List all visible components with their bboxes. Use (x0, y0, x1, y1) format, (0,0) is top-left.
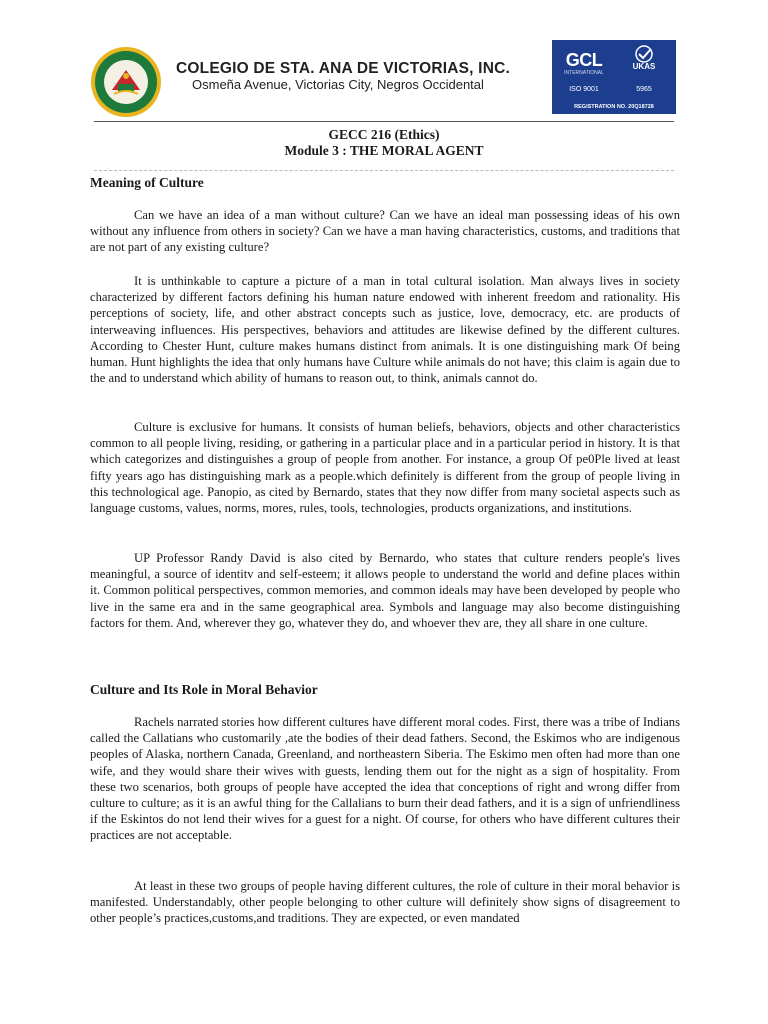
section-heading: Meaning of Culture (90, 175, 204, 190)
header-divider (94, 121, 674, 122)
paragraph: Rachels narrated stories how different cultures have different moral codes. First, there was a tribe of Indians called the Callatians who customarily ,ate the bodies of their dead fathers. Second, the Eskimos who are indigenous peoples of Alaska, northern Canada, Greenland, and northeastern Siberia. The Eskimo men often had more than one wife, and they would share their wives with guests, lending them out for the night as a sign of hospitality. From these two scenarios, both groups of people have accepted the idea that conceptions of right and wrong differ from culture to culture; as it is an awful thing for the Callalians to burn their dead fathers, and it is a sign of unfriendliness if the Eskintos do not lend their wives for a guest for a night. Of course, for others who have different cultures their practices are not acceptable. (90, 715, 680, 843)
course-code: GECC 216 (Ethics) (328, 127, 440, 142)
school-seal-logo (90, 46, 162, 118)
paragraph: UP Professor Randy David is also cited by Bernardo, who states that culture renders people's lives meaningful, a source of identitv and self-esteem; it allows people to understand the world and define places within it. Common political perspectives, common memories, and common ideals may have been developed by people who live in the same era and in the same geographical area. Symbols and language may also become distinguishing factors for them. And, wherever they go, whatever they do, and whoever thev are, they all share in one culture. (90, 551, 680, 630)
section-heading: Culture and Its Role in Moral Behavior (90, 682, 318, 697)
gcl-logo-text: GCL (565, 50, 603, 70)
registration-number: REGISTRATION NO. 20Q18728 (574, 104, 654, 110)
school-address: Osmeña Avenue, Victorias City, Negros Occidental (192, 77, 484, 92)
school-name: COLEGIO DE STA. ANA DE VICTORIAS, INC. (176, 60, 510, 77)
gcl-subtitle: INTERNATIONAL (564, 70, 604, 76)
title-divider (94, 170, 674, 171)
module-title: Module 3 : THE MORAL AGENT (284, 143, 484, 158)
paragraph: Can we have an idea of a man without culture? Can we have an ideal man possessing ideas of his own without any influence from others in society? Can we have a man having characteristics, customs, and traditions that are not part of any existing culture? (90, 208, 680, 255)
certification-badge (552, 40, 676, 114)
iso-label: ISO 9001 (569, 86, 599, 93)
course-title-block (0, 127, 768, 159)
paragraph: It is unthinkable to capture a picture of a man in total cultural isolation. Man always lives in society characterized by different factors defining his human nature endowed with inherent freedom and rationality. His perceptions of society, life, and other abstract concepts such as justice, love, democracy, etc. are products of interweaving influences. His perspectives, behaviors and attitudes are likewise defined by the different cultures. According to Chester Hunt, culture makes humans distinct from animals. It is one distinguishing mark Of being human. Hunt highlights the idea that only humans have Culture while animals do not have; this claim is again due to the and to understand which ability of humans to reason out, to think, animals cannot do. (90, 274, 680, 386)
ukas-label: UKAS (632, 62, 656, 71)
ukas-number: 5965 (636, 86, 652, 93)
paragraph: Culture is exclusive for humans. It consists of human beliefs, behaviors, objects and other characteristics common to all people living, residing, or gathering in a particular place and in a particular period in history. It is that which categorizes and distinguishes a group of people from another. For instance, a group Of pe0Ple lived at least fifty years ago has distinguishing mark as a people.which definitely is different from the group of people living in this technological age. Panopio, as cited by Bernardo, states that they now differ from many societal aspects such as language customs, values, norms, mores, rules, tools, technologies, products organizations, and institutions. (90, 420, 680, 516)
paragraph: At least in these two groups of people having different cultures, the role of culture in their moral behavior is manifested. Understandably, other people belonging to other culture will definitely show signs of disagreement to other people’s practices,customs,and traditions. They are expected, or even mandated (90, 879, 680, 926)
